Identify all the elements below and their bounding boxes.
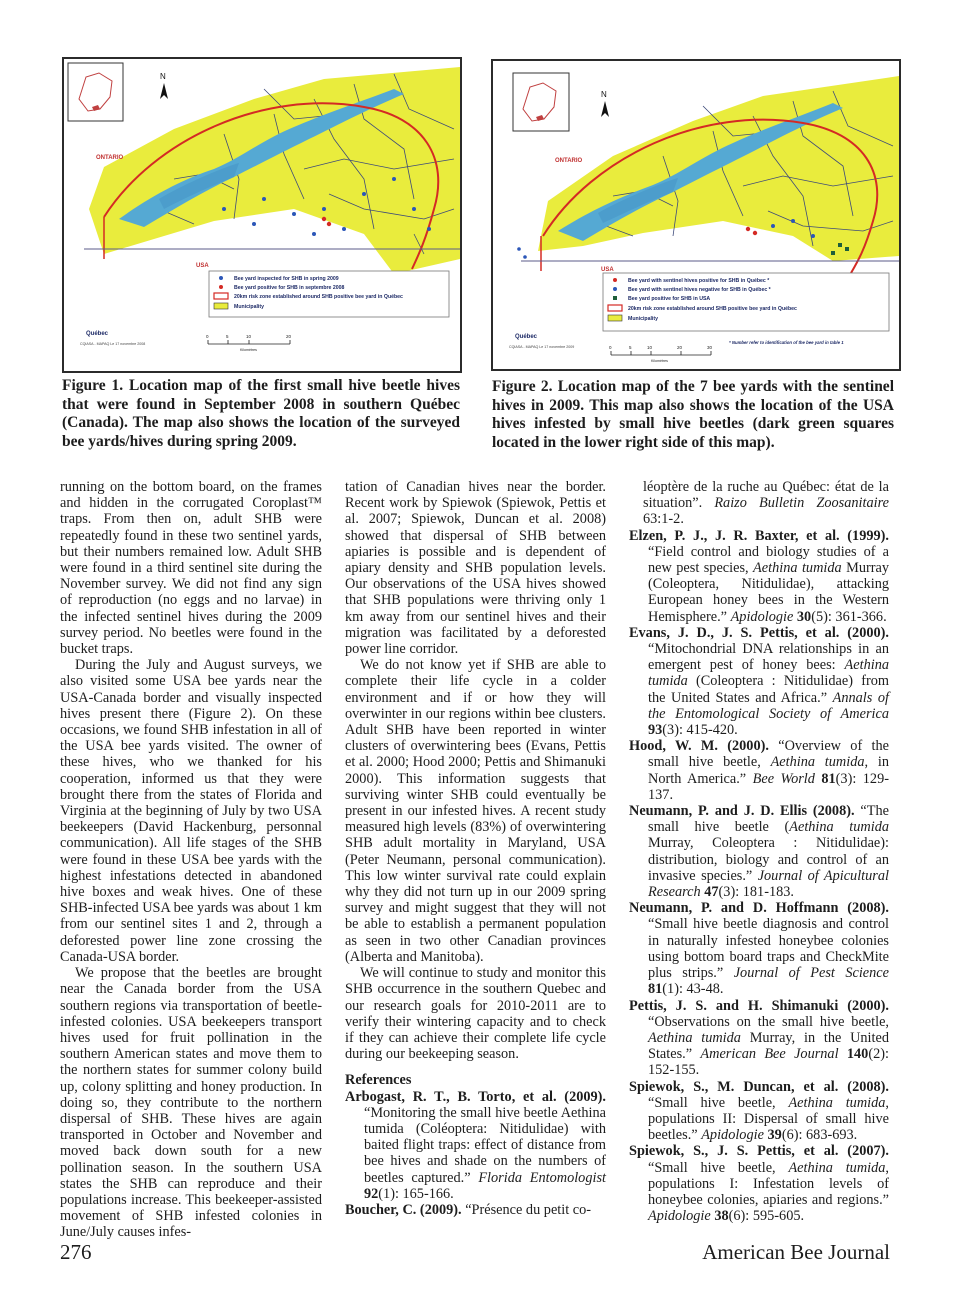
ref-authors: Arbogast, R. T., B. Torto, et al. (2009). [345,1088,606,1105]
ref-journal: Bee World [752,770,815,787]
ref-text: “Small hive beetle, [648,1159,789,1176]
ref-volume: 93 [648,722,663,739]
region-usa-label: USA [601,267,614,273]
scale-label-3: 20 [677,345,683,350]
ref-species: Aethina tumida [788,1094,886,1111]
ref-species: Aethina tumida [648,657,889,690]
legend-item-3: 20km risk zone established around SHB positive bee yard in Québec [234,294,403,300]
ref-journal: Raizo Bulletin Zoosanitaire [714,495,889,512]
ref-authors: Spiewok, S., J. S. Pettis, et al. (2007). [629,1143,889,1160]
journal-name: American Bee Journal [702,1240,890,1264]
legend-item-2: Bee yard positive for SHB in septembre 2008 [234,285,345,291]
legend-item-1: Bee yard inspected for SHB in spring 2009 [234,276,339,282]
scale-label-1: 5 [629,345,632,350]
column-3 [629,479,889,1224]
ref-volume: 81 [648,981,663,998]
paragraph: We propose that the beetles are brought near the Canada border from the USA southern regions via transportation of beetle-infested colonies. USA beekeepers transport hives used for fruit pollination in the southern American states and move them to the northern states for summer colony build up, colony splitting and honey production. In doing so, they contribute to the northern dispersal of SHB. These hives are again transported in October and November and moved back down south for a new pollination season. In the southern USA states the SHB can reproduce and their populations increase. This beekeeper-assisted movement of SHB infested colonies in June/July causes infes- [60,965,322,1241]
region-ontario-label: ONTARIO [96,155,124,161]
ref-authors: Hood, W. M. (2000). [629,738,769,755]
ref-text: , populations II: Dispersal of small hive beetles.” [648,1094,889,1144]
ref-pages: (6): 595-605. [728,1208,805,1225]
legend-item-2: Bee yard with sentinel hives negative for SHB in Québec * [628,287,771,293]
figure-1-map [62,57,462,373]
references-heading: References [345,1072,412,1089]
reference-item [629,1079,889,1144]
ref-text: “Overview of the small hive beetle, [648,738,889,771]
ref-pages: (1): 165-166. [378,1185,454,1202]
ref-text: “Mitochondrial DNA relationships in an emergent pest of honey bees: [648,641,889,674]
ref-species: Aethina tumida [789,819,889,836]
reference-item [629,803,889,900]
scale-label-2: 10 [647,345,653,350]
column-2 [345,479,606,1218]
ref-pages: (6): 683-693. [781,1127,858,1144]
quebec-logo: Québec [515,334,538,340]
ref-journal: Florida Entomologist [478,1169,606,1186]
paragraph: During the July and August surveys, we also visited some USA bee yards near the USA-Canada border and visually inspected hives present there (Figure 2). On these occasions, we found SHB infestation in all of the USA bee yards visited. The owner of these hives, who we thanked for his cooperation, informed us that they were brought there from the states of Florida and Virginia at the beginning of July by two USA beekeepers (David Hackenburg, personnal communication). All life stages of the SHB were found in these USA bee yards with the highest infestations detected in abandoned hive boxes and weak hives. One of these SHB-infected USA bee yards was about 1 km from our sentinel sites 1 and 2, through a deforested power line zone crossing the Canada-USA border. [60,657,322,965]
legend-item-4: Municipality [234,304,264,310]
map-note: * Number refer to identification of the bee yard in table 1 [729,340,844,345]
ref-species: Aethina tumida [770,754,865,771]
ref-text: Murray, Coleoptera : Nitidulidae): distribution, biology and control of an invasive species.” [648,835,889,884]
ref-volume: 81 [821,770,836,787]
ref-journal: American Bee Journal [700,1046,839,1063]
ref-journal: Apidologie [648,1208,711,1225]
ref-text: léoptère de la ruche au Québec: état de la situation”. [643,479,889,512]
scale-label-1: 5 [226,334,229,339]
quebec-logo: Québec [86,331,109,337]
ref-text: , populations I: Infestation levels of honeybee colonies, apiaries and regions.” [648,1159,889,1208]
ref-authors: Spiewok, S., M. Duncan, et al. (2008). [629,1078,889,1095]
ref-text: “Field control and biology studies of a new pest species, [648,543,889,577]
scale-label-3: 20 [286,334,292,339]
ref-text: “Small hive beetle, [648,1094,789,1111]
ref-journal: Journal of Apicultural Research [648,867,889,901]
reference-item [629,528,889,625]
ref-pages: (3): 415-420. [662,722,738,739]
paragraph: We do not know yet if SHB are able to complete their life cycle in a colder environment and if or how they will overwinter in our regions within bee clusters. Adult SHB have been reported in winter clusters of overwintering bees (Evans, Pettis et al. 2000; Hood 2000; Pettis and Shimanuki 2000). This information suggests that surviving winter SHB could eventually be present in our infested hives. A recent study measured high levels (83%) of overwintering SHB adult mortality in Maryland, USA (Peter Neumann, personal communication). This low winter survival rate could explain why they did not turn up in our 2009 spring survey and might suggest that they will not be able to establish a permanent population as seen in two other Canadian provinces (Alberta and Manitoba). [345,657,606,965]
ref-volume: 92 [364,1185,379,1202]
ref-authors: Pettis, J. S. and H. Shimanuki (2000). [629,997,889,1014]
reference-item [629,738,889,803]
legend-item-1: Bee yard with sentinel hives positive for SHB in Québec * [628,278,770,284]
figure-1-caption: Figure 1. Location map of the first small hive beetle hives that were found in September 2008 in southern Québec (Canada). The map also shows the location of the surveyed bee yards/hives during spring 2009. [62,377,460,450]
map-credit: CQIASA - MAPAQ Le 17 novembre 2008 [80,342,146,346]
column-1 [60,479,322,1241]
ref-pages: 63:1-2. [643,511,684,528]
paragraph: running on the bottom board, on the frames and hidden in the corrugated Coroplast™ traps. From then on, adult SHB were repeatedly found in these two sentinel yards, but their numbers remained low. Adult SHB were found in a third sentinel site during the November survey. We did not find any sign of reproduction (no eggs and no larvae) in the infected sentinel hives during the 2009 survey period. No beetles were found in the bucket traps. [60,479,322,658]
ref-volume: 30 [796,608,812,625]
page-number: 276 [60,1240,92,1264]
ref-text: “Small hive beetle diagnosis and control in naturally infested honeybee colonies using bottom board traps and CheckMite plus strips.” [648,916,889,982]
ref-volume: 47 [704,884,719,901]
ref-volume: 39 [767,1127,782,1144]
ref-authors: Neumann, P. and J. D. Ellis (2008). [629,803,855,820]
ref-volume: 38 [714,1208,729,1225]
ref-text: , in North America.” [648,754,889,787]
map-credit: CQIASA - MAPAQ Le 17 novembre 2009 [509,345,575,349]
ref-journal: Apidologie [730,608,794,625]
ref-journal: Apidologie [701,1127,764,1144]
reference-item [629,1143,889,1224]
ref-pages: (5): 361-366. [811,608,887,625]
ref-text: “Présence du petit co- [461,1201,592,1218]
ref-text: Murray (Coleoptera, Nitidulidae), attacking European honey bees in the Western Hemisphere.” [648,560,890,625]
legend-item-5: Municipality [628,316,658,322]
ref-species: Aethina tumida [648,1029,741,1046]
reference-item [345,1202,606,1218]
reference-item [345,1089,606,1202]
region-ontario-label: ONTARIO [555,158,583,164]
scale-label-4: 30 [707,345,713,350]
ref-text: Murray, in the United States.” [648,1029,889,1063]
ref-pages: (1): 43-48. [662,981,724,998]
ref-pages: (2): 152-155. [648,1046,889,1079]
scale-label-2: 10 [246,334,252,339]
ref-species: Aethina tumida [788,1159,886,1176]
figure-2-map [491,59,901,371]
reference-continuation [629,479,889,528]
figure-2-caption: Figure 2. Location map of the 7 bee yards with the sentinel hives in 2009. This map also shows the location of the USA hives infested by small hive beetles (dark green squares located in the lower right side of this map). [492,378,894,451]
scale-unit: Kilomètres [651,359,668,363]
north-label: N [160,72,166,81]
ref-text: (Coleoptera : Nitidulidae) from the United States and Africa.” [648,673,889,706]
ref-text: “Monitoring the small hive beetle Aethina tumida (Coléoptera: Nitidulidae) with baited flight traps: effect of distance from bee hives and shade on the numbers of beetles captured.” [364,1104,606,1186]
ref-journal: Journal of Pest Science [733,965,889,982]
region-usa-label: USA [196,263,209,269]
paragraph: We will continue to study and monitor this SHB occurrence in the southern Quebec and our research goals for 2010-2011 are to verify their wintering capacity and to check if they can achieve their complete life cycle during our beekeeping season. [345,965,606,1063]
ref-authors: Evans, J. D., J. S. Pettis, et al. (2000). [629,624,889,641]
ref-authors: Boucher, C. (2009). [345,1201,462,1218]
ref-text: “Observations on the small hive beetle, [648,1013,889,1030]
north-label: N [601,90,607,99]
reference-item [629,998,889,1079]
ref-volume: 140 [846,1046,869,1063]
ref-authors: Neumann, P. and D. Hoffmann (2008). [629,900,889,917]
ref-journal: Annals of the Entomological Society of America [648,689,889,722]
ref-text: “The small hive beetle ( [648,803,889,836]
ref-authors: Elzen, P. J., J. R. Baxter, et al. (1999). [629,527,889,544]
scale-label-0: 0 [206,334,209,339]
ref-species: Aethina tumida [753,560,842,577]
ref-pages: (3): 181-183. [718,884,794,901]
scale-unit: Kilomètres [240,348,257,352]
paragraph: tation of Canadian hives near the border. Recent work by Spiewok (Spiewok, Pettis et al. 2007; Spiewok, Duncan et al. 2008) showed that dispersal of SHB between apiaries is possible and is dependent of apiary density and SHB population levels. Our observations of the USA hives showed that SHB populations were thriving only 1 km away from our sentinel hives and their migration was facilitated by a deforested power line corridor. [345,479,606,658]
reference-item [629,900,889,997]
legend-item-4: 20km risk zone established around SHB positive bee yard in Québec [628,306,797,312]
scale-label-0: 0 [609,345,612,350]
reference-item [629,625,889,738]
ref-pages: (3): 129-137. [648,770,889,803]
legend-item-3: Bee yard positive for SHB in USA [628,296,711,302]
